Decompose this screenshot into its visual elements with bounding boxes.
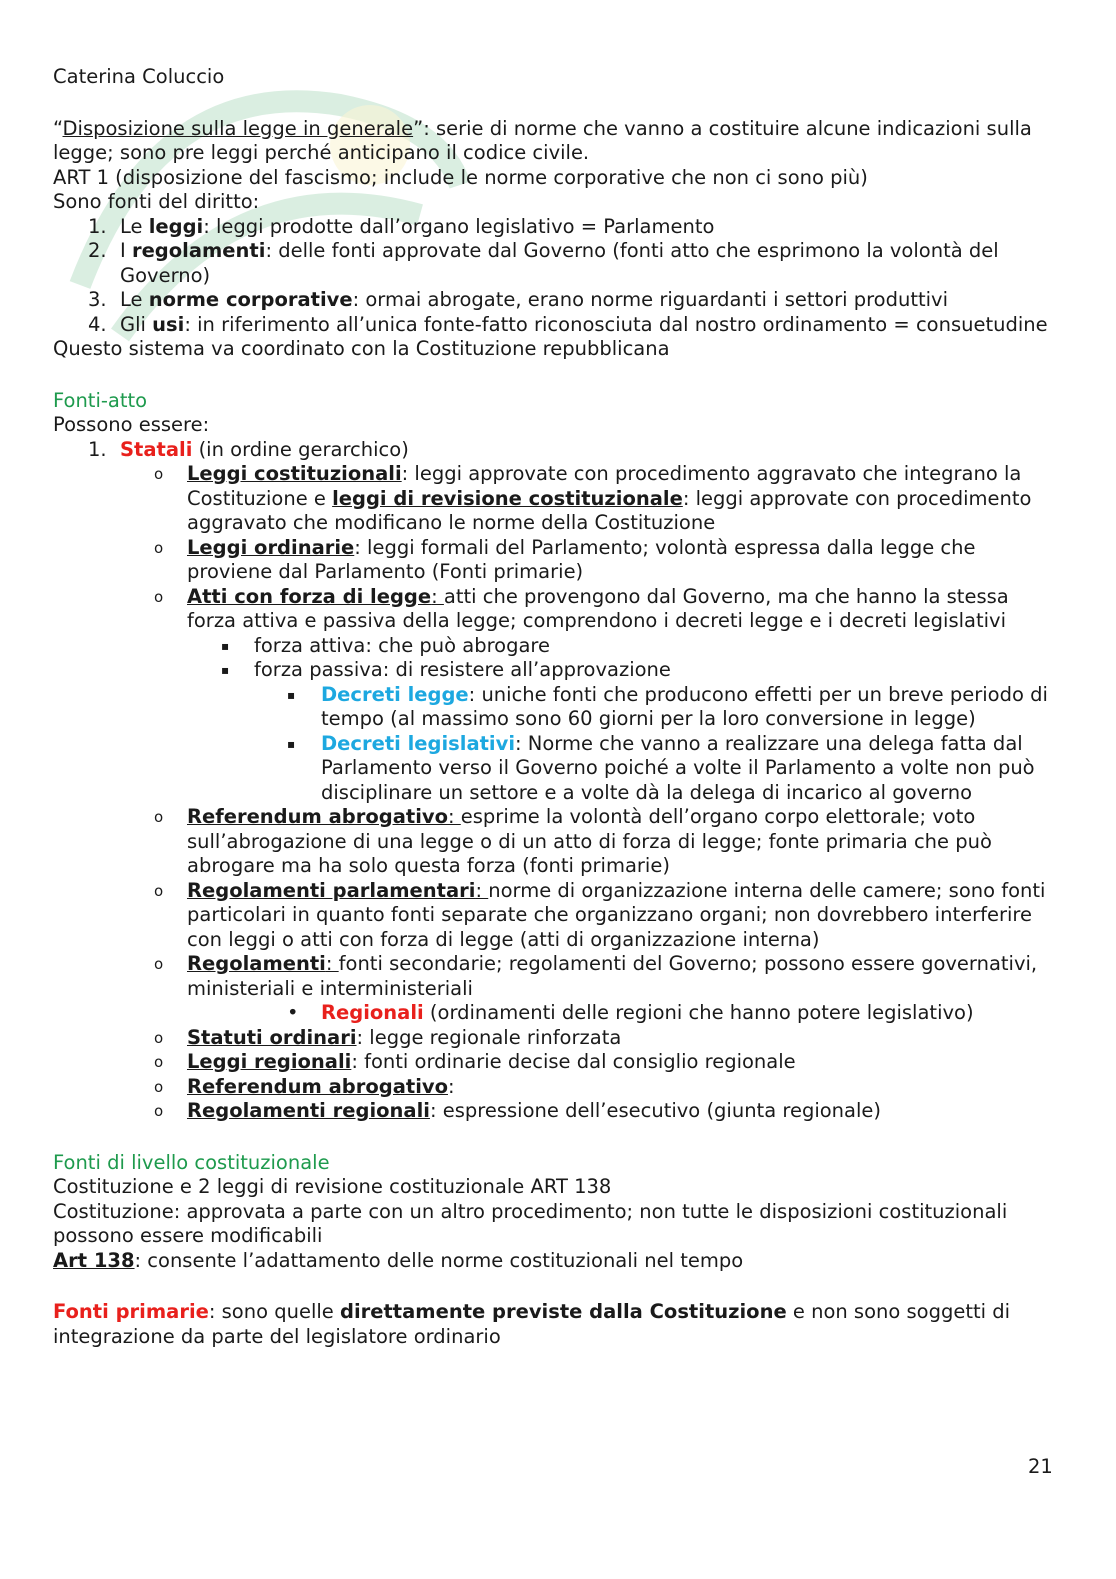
art1-line: ART 1 (disposizione del fascismo; include le norme corporative che non ci sono più) [53,165,868,189]
author-name: Caterina Coluccio [53,65,225,88]
list-item-regionali: • Regionali (ordinamenti delle regioni che hanno potere legislativo) [287,1001,974,1024]
intro-paragraph: “Disposizione sulla legge in generale”: serie di norme che vanno a costituire alcune indicazioni sulla legge; sono pre leggi perché anticipano il codice civile. [53,116,1032,164]
coordination-line: Questo sistema va coordinato con la Costituzione repubblicana [53,337,670,360]
list-item-statali: 1. Statali (in ordine gerarchico) [88,437,409,461]
page-number: 21 [1028,1455,1053,1478]
list-item: o Referendum abrogativo: [154,1074,455,1098]
list-item: ▪ Decreti legge: uniche fonti che producono effetti per un breve periodo di tempo (al massimo sono 60 giorni per la loro conversione in legge) [287,682,1048,730]
list-item: 1. Le leggi: leggi prodotte dall’organo legislativo = Parlamento [88,214,715,238]
list-item: o Leggi costituzionali: leggi approvate con procedimento aggravato che integrano la Costituzione e leggi di revisione costituzionale: leggi approvate con procedimento aggravato che modificano le norme della Costituzione [154,462,1032,534]
list-item: 4. Gli usi: in riferimento all’unica fonte-fatto riconosciuta dal nostro ordinamento = consuetudine [88,312,1048,336]
list-item: o Leggi regionali: fonti ordinarie decise dal consiglio regionale [154,1050,796,1073]
list-item: 2. I regolamenti: delle fonti approvate dal Governo (fonti atto che esprimono la volontà del Governo) [88,239,999,287]
document-page [53,65,1063,1349]
disposizione-link-text: Disposizione sulla legge in generale [62,116,414,140]
fonti-atto-intro: Possono essere: [53,413,210,436]
list-item: o Referendum abrogativo: esprime la volontà dell’organo corpo elettorale; voto sull’abrogazione di una legge o di un atto di forza di legge; fonte primaria che può abrogare ma ha solo questa forza (fonti primarie) [154,805,992,877]
livello-line-2: Costituzione: approvata a parte con un altro procedimento; non tutte le disposizioni costituzionali possono essere modificabili [53,1199,1008,1247]
section-heading-livello-costituzionale: Fonti di livello costituzionale [53,1150,330,1174]
list-item: o Atti con forza di legge: atti che provengono dal Governo, ma che hanno la stessa forza attiva e passiva della legge; comprendono i decreti legge e i decreti legislativi [154,584,1009,632]
sources-intro: Sono fonti del diritto: [53,190,260,213]
fonti-primarie-paragraph: Fonti primarie: sono quelle direttamente previste dalla Costituzione e non sono soggetti di integrazione da parte del legislatore ordinario [53,1300,1011,1348]
list-item: o Regolamenti: fonti secondarie; regolamenti del Governo; possono essere governativi, ministeriali e interministeriali [154,952,1038,1000]
list-item: o Statuti ordinari: legge regionale rinforzata [154,1025,622,1049]
list-item: 3. Le norme corporative: ormai abrogate, erano norme riguardanti i settori produttivi [88,288,949,311]
list-item: o Leggi ordinarie: leggi formali del Parlamento; volontà espressa dalla legge che proviene dal Parlamento (Fonti primarie) [154,535,976,583]
list-item: ▪ forza attiva: che può abrogare [221,633,551,657]
section-heading-fonti-atto: Fonti-atto [53,388,148,412]
list-item: ▪ forza passiva: di resistere all’approvazione [221,658,671,681]
art138-line: Art 138: consente l’adattamento delle norme costituzionali nel tempo [53,1248,744,1272]
list-item: o Regolamenti parlamentari: norme di organizzazione interna delle camere; sono fonti particolari in quanto fonti separate che organizzano organi; non dovrebbero interferire con leggi o atti con forza di legge (atti di organizzazione interna) [154,878,1046,951]
list-item: ▪ Decreti legislativi: Norme che vanno a realizzare una delega fatta dal Parlamento verso il Governo poiché a volte il Parlamento a volte non può disciplinare un settore e a volte dà la delega di incarico al governo [287,731,1035,804]
list-item: o Regolamenti regionali: espressione dell’esecutivo (giunta regionale) [154,1099,881,1122]
livello-line-1: Costituzione e 2 leggi di revisione costituzionale ART 138 [53,1175,612,1198]
